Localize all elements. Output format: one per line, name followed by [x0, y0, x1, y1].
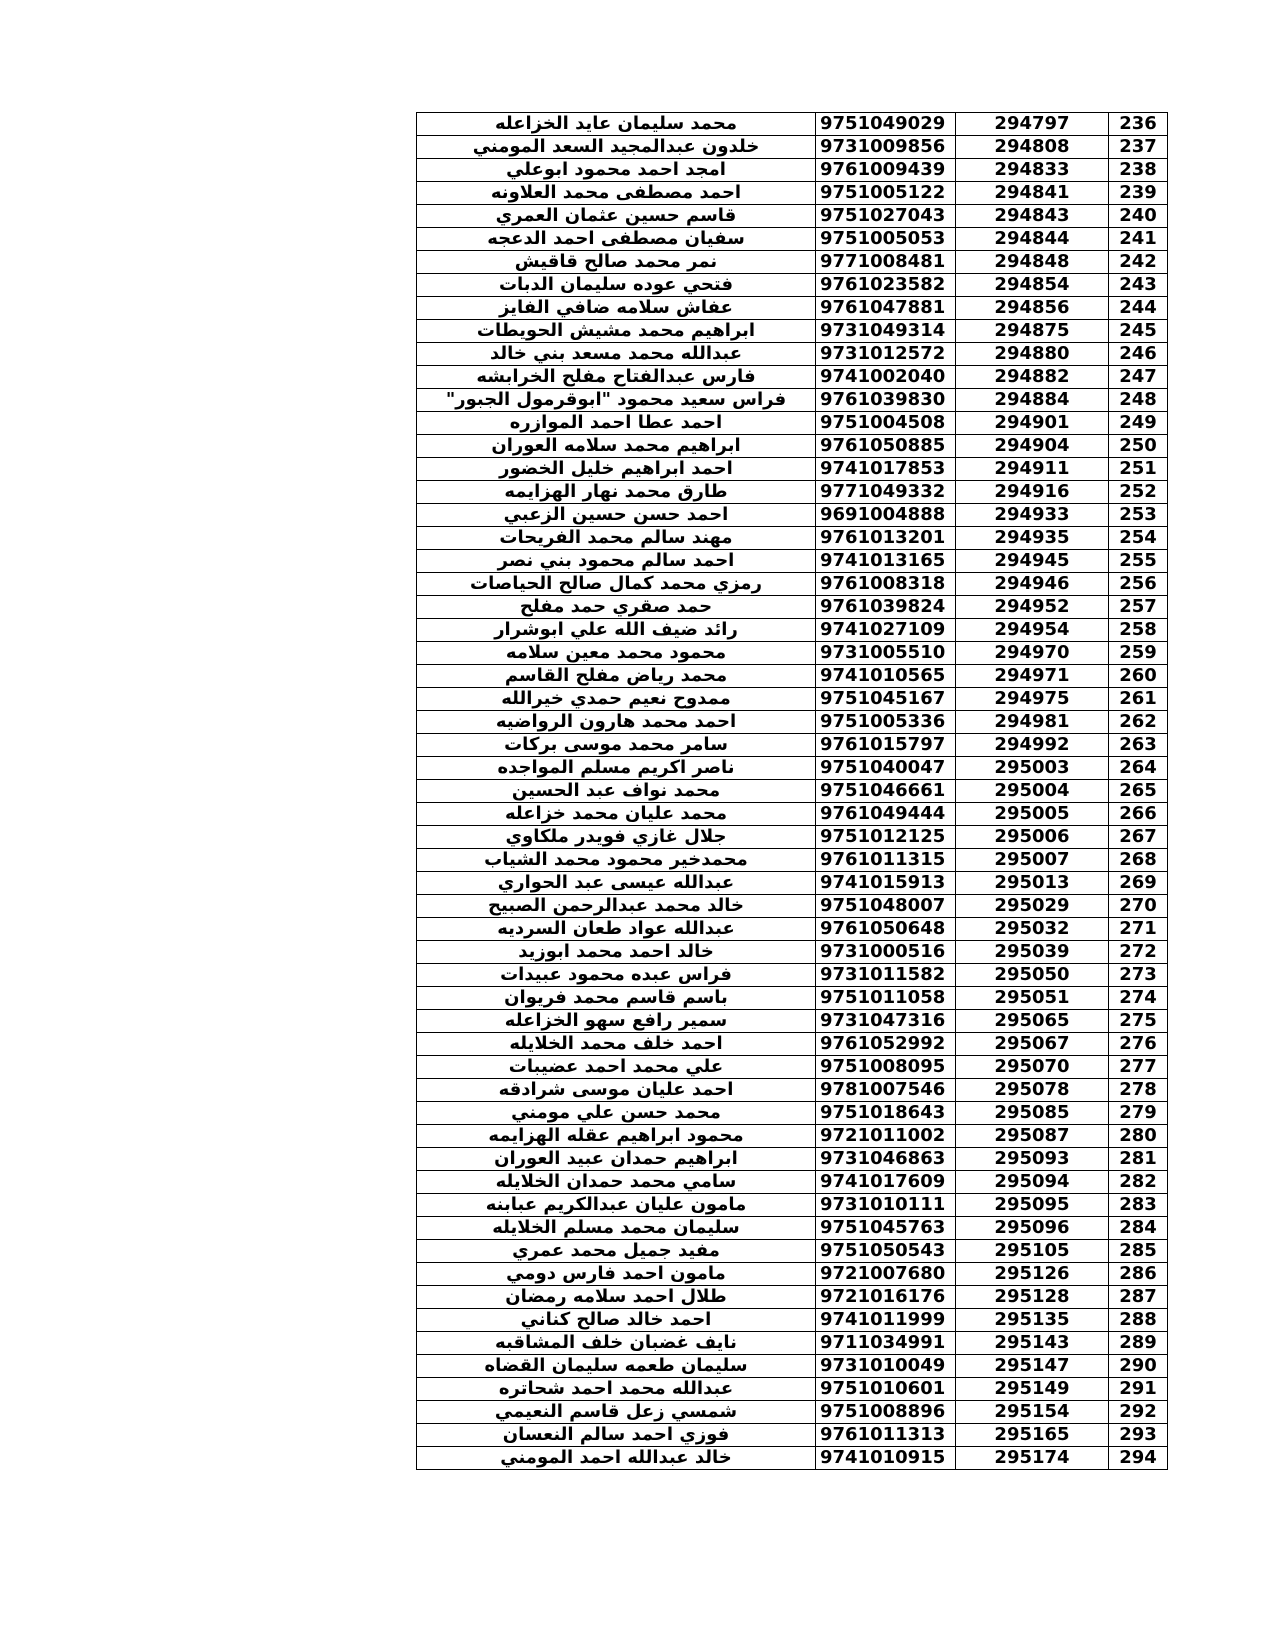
national-id-cell: 9761015797	[816, 734, 956, 757]
sequence-number-cell: 283	[1109, 1194, 1168, 1217]
full-name-cell: خالد احمد محمد ابوزيد	[417, 941, 816, 964]
sequence-number-cell: 236	[1109, 113, 1168, 136]
sequence-number-cell: 276	[1109, 1033, 1168, 1056]
application-number-cell: 294843	[956, 205, 1109, 228]
table-row	[417, 251, 1168, 274]
application-number-cell: 294981	[956, 711, 1109, 734]
national-id-cell: 9731047316	[816, 1010, 956, 1033]
national-id-cell: 9751046661	[816, 780, 956, 803]
sequence-number-cell: 254	[1109, 527, 1168, 550]
sequence-number-cell: 253	[1109, 504, 1168, 527]
table-row	[417, 1033, 1168, 1056]
application-number-cell: 295051	[956, 987, 1109, 1010]
sequence-number-cell: 237	[1109, 136, 1168, 159]
full-name-cell: احمد خلف محمد الخلايله	[417, 1033, 816, 1056]
table-row	[417, 1355, 1168, 1378]
application-number-cell: 295065	[956, 1010, 1109, 1033]
sequence-number-cell: 270	[1109, 895, 1168, 918]
application-number-cell: 294971	[956, 665, 1109, 688]
full-name-cell: خالد عبدالله احمد المومني	[417, 1447, 816, 1470]
national-id-cell: 9751012125	[816, 826, 956, 849]
national-id-cell: 9741017853	[816, 458, 956, 481]
application-number-cell: 295032	[956, 918, 1109, 941]
full-name-cell: احمد حسن حسين الزعبي	[417, 504, 816, 527]
full-name-cell: علي محمد احمد عضيبات	[417, 1056, 816, 1079]
table-row	[417, 389, 1168, 412]
sequence-number-cell: 273	[1109, 964, 1168, 987]
sequence-number-cell: 264	[1109, 757, 1168, 780]
table-row	[417, 573, 1168, 596]
table-row	[417, 1079, 1168, 1102]
national-id-cell: 9731000516	[816, 941, 956, 964]
application-number-cell: 295029	[956, 895, 1109, 918]
national-id-cell: 9751011058	[816, 987, 956, 1010]
national-id-cell: 9761052992	[816, 1033, 956, 1056]
full-name-cell: جلال غازي فويدر ملكاوي	[417, 826, 816, 849]
national-id-cell: 9751010601	[816, 1378, 956, 1401]
application-number-cell: 295013	[956, 872, 1109, 895]
application-number-cell: 295154	[956, 1401, 1109, 1424]
national-id-cell: 9771049332	[816, 481, 956, 504]
national-id-cell: 9731010111	[816, 1194, 956, 1217]
sequence-number-cell: 284	[1109, 1217, 1168, 1240]
sequence-number-cell: 258	[1109, 619, 1168, 642]
sequence-number-cell: 243	[1109, 274, 1168, 297]
application-number-cell: 294904	[956, 435, 1109, 458]
sequence-number-cell: 248	[1109, 389, 1168, 412]
national-id-cell: 9731049314	[816, 320, 956, 343]
table-row	[417, 274, 1168, 297]
national-id-cell: 9751045763	[816, 1217, 956, 1240]
sequence-number-cell: 269	[1109, 872, 1168, 895]
table-row	[417, 665, 1168, 688]
national-id-cell: 9761023582	[816, 274, 956, 297]
sequence-number-cell: 245	[1109, 320, 1168, 343]
application-number-cell: 295094	[956, 1171, 1109, 1194]
table-row	[417, 366, 1168, 389]
full-name-cell: عبدالله عواد طعان السرديه	[417, 918, 816, 941]
national-id-cell: 9721007680	[816, 1263, 956, 1286]
application-number-cell: 294854	[956, 274, 1109, 297]
table-row	[417, 711, 1168, 734]
full-name-cell: محمود محمد معين سلامه	[417, 642, 816, 665]
application-number-cell: 294884	[956, 389, 1109, 412]
sequence-number-cell: 266	[1109, 803, 1168, 826]
sequence-number-cell: 292	[1109, 1401, 1168, 1424]
application-number-cell: 295087	[956, 1125, 1109, 1148]
application-number-cell: 295006	[956, 826, 1109, 849]
table-row	[417, 1401, 1168, 1424]
national-id-cell: 9751045167	[816, 688, 956, 711]
table-row	[417, 1447, 1168, 1470]
full-name-cell: سامر محمد موسى بركات	[417, 734, 816, 757]
full-name-cell: سليمان طعمه سليمان القضاه	[417, 1355, 816, 1378]
full-name-cell: رائد ضيف الله علي ابوشرار	[417, 619, 816, 642]
sequence-number-cell: 241	[1109, 228, 1168, 251]
table-row	[417, 504, 1168, 527]
national-id-cell: 9731005510	[816, 642, 956, 665]
full-name-cell: فراس عبده محمود عبيدات	[417, 964, 816, 987]
application-number-cell: 295095	[956, 1194, 1109, 1217]
full-name-cell: محمد نواف عبد الحسين	[417, 780, 816, 803]
table-row	[417, 1125, 1168, 1148]
table-row	[417, 941, 1168, 964]
sequence-number-cell: 246	[1109, 343, 1168, 366]
national-id-cell: 9761011313	[816, 1424, 956, 1447]
full-name-cell: احمد خالد صالح كناني	[417, 1309, 816, 1332]
table-row	[417, 343, 1168, 366]
full-name-cell: محمد سليمان عايد الخزاعله	[417, 113, 816, 136]
application-number-cell: 294882	[956, 366, 1109, 389]
full-name-cell: محمدخير محمود محمد الشياب	[417, 849, 816, 872]
application-number-cell: 294946	[956, 573, 1109, 596]
full-name-cell: باسم قاسم محمد فريوان	[417, 987, 816, 1010]
full-name-cell: قاسم حسين عثمان العمري	[417, 205, 816, 228]
sequence-number-cell: 286	[1109, 1263, 1168, 1286]
full-name-cell: فراس سعيد محمود "ابوقرمول الجبور"	[417, 389, 816, 412]
application-number-cell: 294797	[956, 113, 1109, 136]
full-name-cell: سفيان مصطفى احمد الدعجه	[417, 228, 816, 251]
national-id-cell: 9751005053	[816, 228, 956, 251]
sequence-number-cell: 285	[1109, 1240, 1168, 1263]
application-number-cell: 294975	[956, 688, 1109, 711]
national-id-cell: 9711034991	[816, 1332, 956, 1355]
table-row	[417, 228, 1168, 251]
national-id-cell: 9761011315	[816, 849, 956, 872]
application-number-cell: 294933	[956, 504, 1109, 527]
full-name-cell: احمد محمد هارون الرواضيه	[417, 711, 816, 734]
application-number-cell: 295135	[956, 1309, 1109, 1332]
full-name-cell: نمر محمد صالح قاقيش	[417, 251, 816, 274]
sequence-number-cell: 262	[1109, 711, 1168, 734]
national-id-cell: 9751048007	[816, 895, 956, 918]
application-number-cell: 294848	[956, 251, 1109, 274]
full-name-cell: خلدون عبدالمجيد السعد المومني	[417, 136, 816, 159]
full-name-cell: امجد احمد محمود ابوعلي	[417, 159, 816, 182]
national-id-cell: 9761050885	[816, 435, 956, 458]
national-id-cell: 9751018643	[816, 1102, 956, 1125]
table-row	[417, 1309, 1168, 1332]
application-number-cell: 295070	[956, 1056, 1109, 1079]
application-number-cell: 295126	[956, 1263, 1109, 1286]
full-name-cell: ناصر اكريم مسلم المواجده	[417, 757, 816, 780]
sequence-number-cell: 289	[1109, 1332, 1168, 1355]
sequence-number-cell: 260	[1109, 665, 1168, 688]
national-id-cell: 9751050543	[816, 1240, 956, 1263]
full-name-cell: ابراهيم محمد سلامه العوران	[417, 435, 816, 458]
candidates-table	[416, 112, 1168, 1470]
full-name-cell: احمد عطا احمد الموازره	[417, 412, 816, 435]
application-number-cell: 294901	[956, 412, 1109, 435]
full-name-cell: محمد حسن علي مومني	[417, 1102, 816, 1125]
table-row	[417, 205, 1168, 228]
national-id-cell: 9761013201	[816, 527, 956, 550]
full-name-cell: ممدوح نعيم حمدي خيرالله	[417, 688, 816, 711]
sequence-number-cell: 247	[1109, 366, 1168, 389]
national-id-cell: 9721016176	[816, 1286, 956, 1309]
national-id-cell: 9741002040	[816, 366, 956, 389]
full-name-cell: عبدالله محمد مسعد بني خالد	[417, 343, 816, 366]
table-row	[417, 1171, 1168, 1194]
full-name-cell: شمسي زعل قاسم النعيمي	[417, 1401, 816, 1424]
sequence-number-cell: 255	[1109, 550, 1168, 573]
table-row	[417, 1424, 1168, 1447]
application-number-cell: 294911	[956, 458, 1109, 481]
application-number-cell: 294916	[956, 481, 1109, 504]
national-id-cell: 9761049444	[816, 803, 956, 826]
application-number-cell: 294875	[956, 320, 1109, 343]
table-row	[417, 918, 1168, 941]
table-row	[417, 803, 1168, 826]
candidates-table-body	[417, 113, 1168, 1470]
application-number-cell: 295174	[956, 1447, 1109, 1470]
national-id-cell: 9761009439	[816, 159, 956, 182]
full-name-cell: عبدالله محمد احمد شحاتره	[417, 1378, 816, 1401]
full-name-cell: خالد محمد عبدالرحمن الصبيح	[417, 895, 816, 918]
full-name-cell: احمد عليان موسى شرادقه	[417, 1079, 816, 1102]
national-id-cell: 9741015913	[816, 872, 956, 895]
application-number-cell: 295096	[956, 1217, 1109, 1240]
table-row	[417, 964, 1168, 987]
full-name-cell: محمد رياض مفلح القاسم	[417, 665, 816, 688]
table-row	[417, 136, 1168, 159]
table-row	[417, 113, 1168, 136]
sequence-number-cell: 268	[1109, 849, 1168, 872]
full-name-cell: ابراهيم محمد مشيش الحويطات	[417, 320, 816, 343]
national-id-cell: 9761008318	[816, 573, 956, 596]
application-number-cell: 295039	[956, 941, 1109, 964]
sequence-number-cell: 281	[1109, 1148, 1168, 1171]
national-id-cell: 9741010565	[816, 665, 956, 688]
table-row	[417, 320, 1168, 343]
national-id-cell: 9691004888	[816, 504, 956, 527]
national-id-cell: 9731046863	[816, 1148, 956, 1171]
national-id-cell: 9741017609	[816, 1171, 956, 1194]
table-row	[417, 849, 1168, 872]
application-number-cell: 294841	[956, 182, 1109, 205]
sequence-number-cell: 263	[1109, 734, 1168, 757]
sequence-number-cell: 249	[1109, 412, 1168, 435]
table-row	[417, 458, 1168, 481]
full-name-cell: احمد سالم محمود بني نصر	[417, 550, 816, 573]
full-name-cell: سامي محمد حمدان الخلايله	[417, 1171, 816, 1194]
application-number-cell: 295085	[956, 1102, 1109, 1125]
table-row	[417, 435, 1168, 458]
sequence-number-cell: 275	[1109, 1010, 1168, 1033]
full-name-cell: نايف غضبان خلف المشاقبه	[417, 1332, 816, 1355]
national-id-cell: 9741010915	[816, 1447, 956, 1470]
table-row	[417, 1378, 1168, 1401]
national-id-cell: 9761047881	[816, 297, 956, 320]
sequence-number-cell: 240	[1109, 205, 1168, 228]
full-name-cell: عبدالله عيسى عبد الحواري	[417, 872, 816, 895]
table-row	[417, 412, 1168, 435]
national-id-cell: 9761039830	[816, 389, 956, 412]
national-id-cell: 9751008896	[816, 1401, 956, 1424]
application-number-cell: 294856	[956, 297, 1109, 320]
sequence-number-cell: 261	[1109, 688, 1168, 711]
sequence-number-cell: 291	[1109, 1378, 1168, 1401]
full-name-cell: ابراهيم حمدان عبيد العوران	[417, 1148, 816, 1171]
table-row	[417, 987, 1168, 1010]
national-id-cell: 9741027109	[816, 619, 956, 642]
sequence-number-cell: 267	[1109, 826, 1168, 849]
sequence-number-cell: 244	[1109, 297, 1168, 320]
national-id-cell: 9761039824	[816, 596, 956, 619]
table-row	[417, 596, 1168, 619]
application-number-cell: 295165	[956, 1424, 1109, 1447]
table-row	[417, 1194, 1168, 1217]
national-id-cell: 9761050648	[816, 918, 956, 941]
full-name-cell: فتحي عوده سليمان الدبات	[417, 274, 816, 297]
full-name-cell: مامون احمد فارس دومي	[417, 1263, 816, 1286]
full-name-cell: رمزي محمد كمال صالح الحياصات	[417, 573, 816, 596]
sequence-number-cell: 251	[1109, 458, 1168, 481]
table-row	[417, 872, 1168, 895]
sequence-number-cell: 271	[1109, 918, 1168, 941]
national-id-cell: 9741011999	[816, 1309, 956, 1332]
application-number-cell: 295149	[956, 1378, 1109, 1401]
sequence-number-cell: 277	[1109, 1056, 1168, 1079]
full-name-cell: احمد مصطفى محمد العلاونه	[417, 182, 816, 205]
full-name-cell: فوزي احمد سالم النعسان	[417, 1424, 816, 1447]
table-row	[417, 619, 1168, 642]
table-row	[417, 1102, 1168, 1125]
table-row	[417, 826, 1168, 849]
table-row	[417, 182, 1168, 205]
application-number-cell: 295105	[956, 1240, 1109, 1263]
sequence-number-cell: 274	[1109, 987, 1168, 1010]
sequence-number-cell: 282	[1109, 1171, 1168, 1194]
sequence-number-cell: 293	[1109, 1424, 1168, 1447]
sequence-number-cell: 288	[1109, 1309, 1168, 1332]
sequence-number-cell: 250	[1109, 435, 1168, 458]
table-row	[417, 734, 1168, 757]
national-id-cell: 9751040047	[816, 757, 956, 780]
full-name-cell: عفاش سلامه ضافي الفايز	[417, 297, 816, 320]
application-number-cell: 295007	[956, 849, 1109, 872]
table-row	[417, 757, 1168, 780]
application-number-cell: 295004	[956, 780, 1109, 803]
table-row	[417, 780, 1168, 803]
table-row	[417, 642, 1168, 665]
application-number-cell: 294833	[956, 159, 1109, 182]
application-number-cell: 294992	[956, 734, 1109, 757]
table-row	[417, 1148, 1168, 1171]
application-number-cell: 295050	[956, 964, 1109, 987]
sequence-number-cell: 257	[1109, 596, 1168, 619]
full-name-cell: مهند سالم محمد الفريحات	[417, 527, 816, 550]
table-row	[417, 1217, 1168, 1240]
table-row	[417, 481, 1168, 504]
application-number-cell: 294970	[956, 642, 1109, 665]
national-id-cell: 9741013165	[816, 550, 956, 573]
application-number-cell: 295093	[956, 1148, 1109, 1171]
application-number-cell: 295067	[956, 1033, 1109, 1056]
sequence-number-cell: 256	[1109, 573, 1168, 596]
table-row	[417, 1286, 1168, 1309]
national-id-cell: 9721011002	[816, 1125, 956, 1148]
application-number-cell: 295128	[956, 1286, 1109, 1309]
national-id-cell: 9731010049	[816, 1355, 956, 1378]
full-name-cell: طارق محمد نهار الهزايمه	[417, 481, 816, 504]
application-number-cell: 294808	[956, 136, 1109, 159]
table-row	[417, 550, 1168, 573]
table-row	[417, 895, 1168, 918]
sequence-number-cell: 278	[1109, 1079, 1168, 1102]
full-name-cell: مامون عليان عبدالكريم عبابنه	[417, 1194, 816, 1217]
application-number-cell: 294954	[956, 619, 1109, 642]
full-name-cell: سليمان محمد مسلم الخلايله	[417, 1217, 816, 1240]
national-id-cell: 9751049029	[816, 113, 956, 136]
full-name-cell: حمد صقري حمد مفلح	[417, 596, 816, 619]
application-number-cell: 295003	[956, 757, 1109, 780]
application-number-cell: 294844	[956, 228, 1109, 251]
sequence-number-cell: 238	[1109, 159, 1168, 182]
application-number-cell: 294935	[956, 527, 1109, 550]
table-row	[417, 1056, 1168, 1079]
full-name-cell: مفيد جميل محمد عمري	[417, 1240, 816, 1263]
table-row	[417, 688, 1168, 711]
table-row	[417, 159, 1168, 182]
application-number-cell: 295005	[956, 803, 1109, 826]
sequence-number-cell: 290	[1109, 1355, 1168, 1378]
national-id-cell: 9751004508	[816, 412, 956, 435]
full-name-cell: طلال احمد سلامه رمضان	[417, 1286, 816, 1309]
table-row	[417, 297, 1168, 320]
national-id-cell: 9731012572	[816, 343, 956, 366]
table-row	[417, 1240, 1168, 1263]
full-name-cell: سمير رافع سهو الخزاعله	[417, 1010, 816, 1033]
national-id-cell: 9731009856	[816, 136, 956, 159]
national-id-cell: 9751005336	[816, 711, 956, 734]
sequence-number-cell: 259	[1109, 642, 1168, 665]
full-name-cell: محمد عليان محمد خزاعله	[417, 803, 816, 826]
national-id-cell: 9781007546	[816, 1079, 956, 1102]
sequence-number-cell: 287	[1109, 1286, 1168, 1309]
sequence-number-cell: 272	[1109, 941, 1168, 964]
full-name-cell: احمد ابراهيم خليل الخضور	[417, 458, 816, 481]
sequence-number-cell: 252	[1109, 481, 1168, 504]
application-number-cell: 295147	[956, 1355, 1109, 1378]
table-row	[417, 1332, 1168, 1355]
sequence-number-cell: 242	[1109, 251, 1168, 274]
national-id-cell: 9771008481	[816, 251, 956, 274]
full-name-cell: فارس عبدالفتاح مفلح الخرابشه	[417, 366, 816, 389]
sequence-number-cell: 279	[1109, 1102, 1168, 1125]
national-id-cell: 9751027043	[816, 205, 956, 228]
national-id-cell: 9751005122	[816, 182, 956, 205]
table-row	[417, 527, 1168, 550]
table-row	[417, 1263, 1168, 1286]
sequence-number-cell: 265	[1109, 780, 1168, 803]
national-id-cell: 9751008095	[816, 1056, 956, 1079]
application-number-cell: 295143	[956, 1332, 1109, 1355]
national-id-cell: 9731011582	[816, 964, 956, 987]
application-number-cell: 294880	[956, 343, 1109, 366]
application-number-cell: 295078	[956, 1079, 1109, 1102]
application-number-cell: 294945	[956, 550, 1109, 573]
application-number-cell: 294952	[956, 596, 1109, 619]
sequence-number-cell: 239	[1109, 182, 1168, 205]
sequence-number-cell: 280	[1109, 1125, 1168, 1148]
table-row	[417, 1010, 1168, 1033]
sequence-number-cell: 294	[1109, 1447, 1168, 1470]
full-name-cell: محمود ابراهيم عقله الهزايمه	[417, 1125, 816, 1148]
